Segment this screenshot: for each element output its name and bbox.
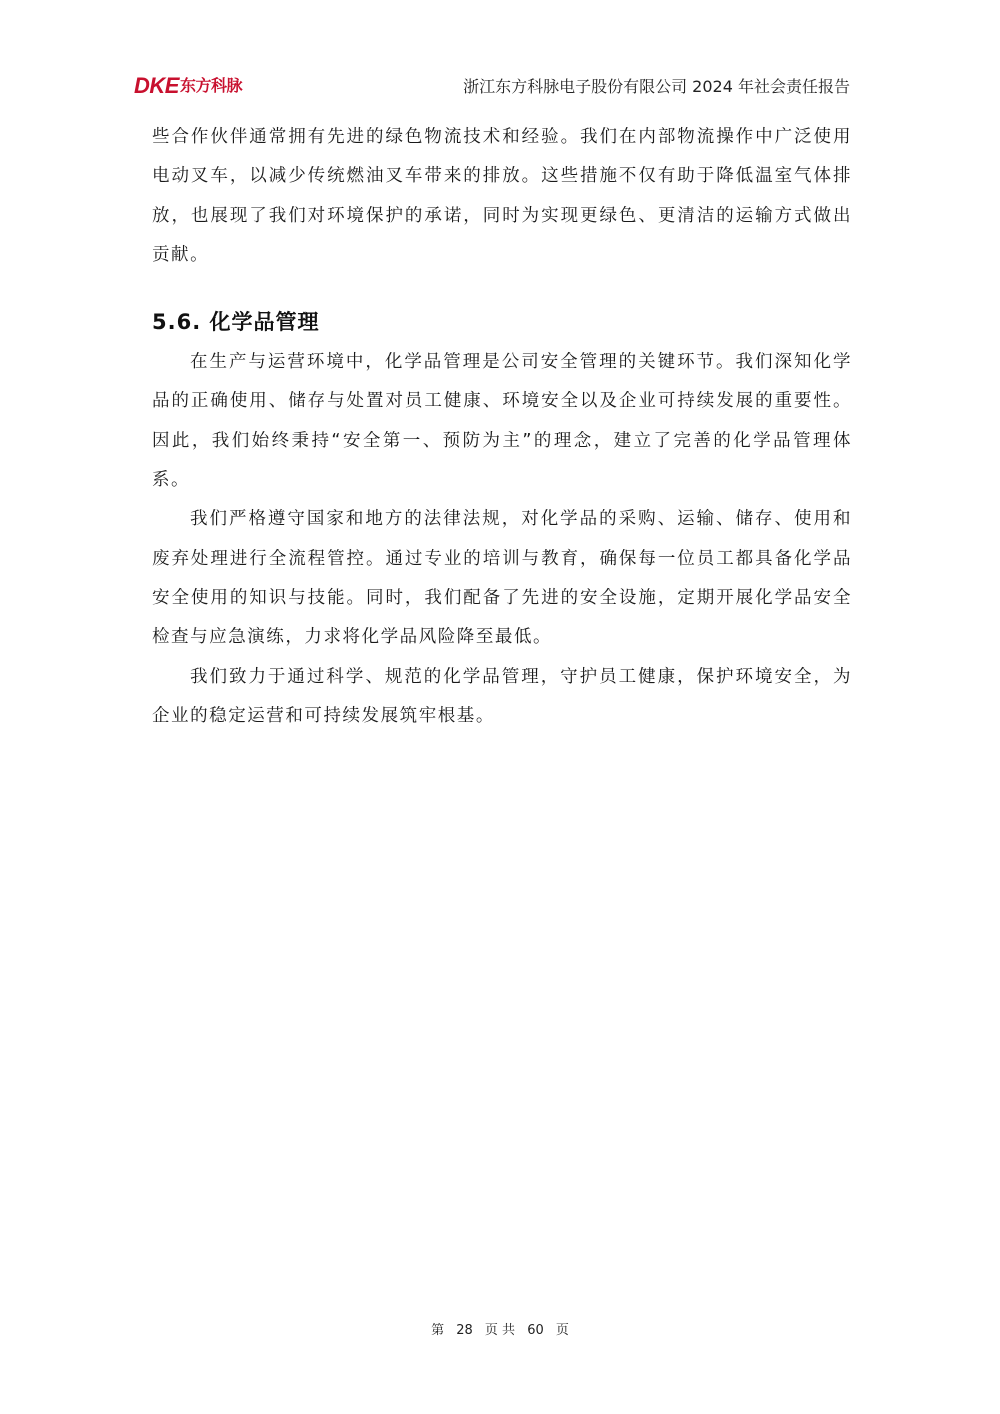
footer-middle: 页 共 bbox=[484, 1323, 516, 1338]
footer-suffix: 页 bbox=[555, 1323, 569, 1338]
page-number: 28 bbox=[456, 1323, 473, 1338]
paragraph-2: 我们严格遵守国家和地方的法律法规，对化学品的采购、运输、储存、使用和废弃处理进行全流程管控。通过专业的培训与教育，确保每一位员工都具备化学品安全使用的知识与技能。同时，我们配备了先进的安全设施，定期开展化学品安全检查与应急演练，力求将化学品风险降至最低。 bbox=[152, 509, 852, 648]
company-logo bbox=[134, 74, 242, 98]
paragraph-1: 在生产与运营环境中，化学品管理是公司安全管理的关键环节。我们深知化学品的正确使用、储存与处置对员工健康、环境安全以及企业可持续发展的重要性。因此，我们始终秉持“安全第一、预防为主”的理念，建立了完善的化学品管理体系。 bbox=[152, 352, 852, 491]
footer-prefix: 第 bbox=[431, 1323, 445, 1338]
intro-paragraph: 些合作伙伴通常拥有先进的绿色物流技术和经验。我们在内部物流操作中广泛使用电动叉车，以减少传统燃油叉车带来的排放。这些措施不仅有助于降低温室气体排放，也展现了我们对环境保护的承诺，同时为实现更绿色、更清洁的运输方式做出贡献。 bbox=[152, 127, 852, 265]
logo-mark: DKE bbox=[134, 73, 179, 98]
paragraph-3: 我们致力于通过科学、规范的化学品管理，守护员工健康，保护环境安全，为企业的稳定运营和可持续发展筑牢根基。 bbox=[152, 666, 852, 726]
section-heading: 5.6. 化学品管理 bbox=[152, 310, 320, 335]
page-header bbox=[134, 72, 850, 102]
logo-text: 东方科脉 bbox=[179, 76, 242, 95]
report-title: 浙江东方科脉电子股份有限公司 2024 年社会责任报告 bbox=[463, 77, 850, 96]
total-pages: 60 bbox=[527, 1323, 544, 1338]
page-content bbox=[152, 118, 852, 736]
page-footer bbox=[0, 1322, 1000, 1340]
